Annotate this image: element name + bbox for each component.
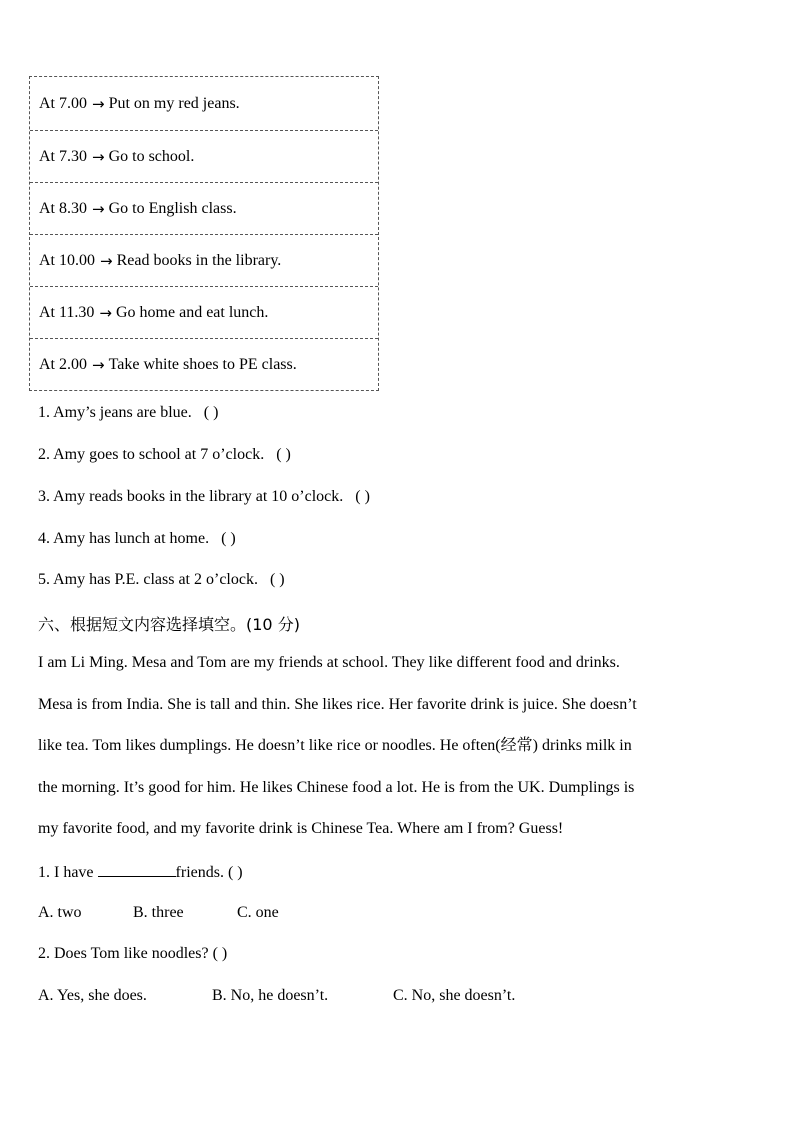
question-text: 5. Amy has P.E. class at 2 o’clock. <box>38 571 258 588</box>
schedule-time: At 7.00 <box>39 94 87 112</box>
answer-paren[interactable]: ( ) <box>276 446 291 463</box>
schedule-table <box>29 76 379 391</box>
schedule-row <box>30 182 378 234</box>
choice-options-1 <box>38 904 279 922</box>
choice-question-1 <box>38 862 243 882</box>
schedule-time: At 8.30 <box>39 199 87 217</box>
passage-line: like tea. Tom likes dumplings. He doesn’t like rice or noodles. He often(经常) drinks milk in <box>38 737 632 755</box>
arrow-right-icon: → <box>100 251 113 270</box>
choice-options-2 <box>38 987 515 1005</box>
passage-line: Mesa is from India. She is tall and thin. She likes rice. Her favorite drink is juice. She doesn’t <box>38 695 637 713</box>
arrow-right-icon: → <box>92 355 105 374</box>
option-a[interactable]: A. two <box>38 904 82 921</box>
judge-question-5 <box>38 571 285 589</box>
schedule-row <box>30 130 378 182</box>
judge-question-1 <box>38 404 218 422</box>
passage-line: my favorite food, and my favorite drink is Chinese Tea. Where am I from? Guess! <box>38 820 564 838</box>
option-c[interactable]: C. No, she doesn’t. <box>393 987 516 1004</box>
schedule-time: At 2.00 <box>39 355 87 373</box>
judge-question-3 <box>38 488 370 506</box>
option-b[interactable]: B. three <box>133 904 184 921</box>
schedule-row <box>30 286 378 338</box>
schedule-activity: Put on my red jeans. <box>108 94 240 112</box>
schedule-row <box>30 234 378 286</box>
schedule-activity: Read books in the library. <box>116 251 282 269</box>
option-c[interactable]: C. one <box>237 904 279 921</box>
option-a[interactable]: A. Yes, she does. <box>38 987 147 1004</box>
schedule-row <box>30 338 378 390</box>
arrow-right-icon: → <box>99 303 112 322</box>
judge-question-2 <box>38 446 291 464</box>
arrow-right-icon: → <box>92 147 105 166</box>
fill-blank[interactable] <box>98 862 176 877</box>
question-text: 3. Amy reads books in the library at 10 o’clock. <box>38 488 344 505</box>
arrow-right-icon: → <box>92 94 105 113</box>
answer-paren[interactable]: ( ) <box>221 530 236 547</box>
answer-paren[interactable]: ( ) <box>269 571 285 588</box>
choice-question-2: 2. Does Tom like noodles? ( ) <box>38 945 228 962</box>
arrow-right-icon: → <box>92 199 105 218</box>
question-suffix: friends. ( ) <box>175 864 243 881</box>
schedule-time: At 11.30 <box>39 303 95 321</box>
answer-paren[interactable]: ( ) <box>203 404 219 421</box>
question-text: 4. Amy has lunch at home. <box>38 530 210 547</box>
answer-paren[interactable]: ( ) <box>355 488 370 505</box>
passage-line: the morning. It’s good for him. He likes Chinese food a lot. He is from the UK. Dumplings is <box>38 778 635 796</box>
question-prefix: 1. I have <box>38 864 98 881</box>
option-b[interactable]: B. No, he doesn’t. <box>212 987 329 1004</box>
question-text: 1. Amy’s jeans are blue. <box>38 404 192 421</box>
schedule-activity: Take white shoes to PE class. <box>108 355 297 373</box>
schedule-time: At 7.30 <box>39 147 87 165</box>
reading-passage <box>38 642 743 850</box>
schedule-activity: Go to school. <box>108 147 195 165</box>
schedule-activity: Go home and eat lunch. <box>115 303 269 321</box>
passage-line: I am Li Ming. Mesa and Tom are my friends at school. They like different food and drinks. <box>38 654 620 671</box>
judge-question-4 <box>38 530 236 548</box>
section-6-heading: 六、根据短文内容选择填空。(10 分) <box>38 615 300 634</box>
schedule-time: At 10.00 <box>39 251 95 269</box>
schedule-row <box>30 77 378 130</box>
schedule-activity: Go to English class. <box>108 199 237 217</box>
question-text: 2. Amy goes to school at 7 o’clock. <box>38 446 265 463</box>
